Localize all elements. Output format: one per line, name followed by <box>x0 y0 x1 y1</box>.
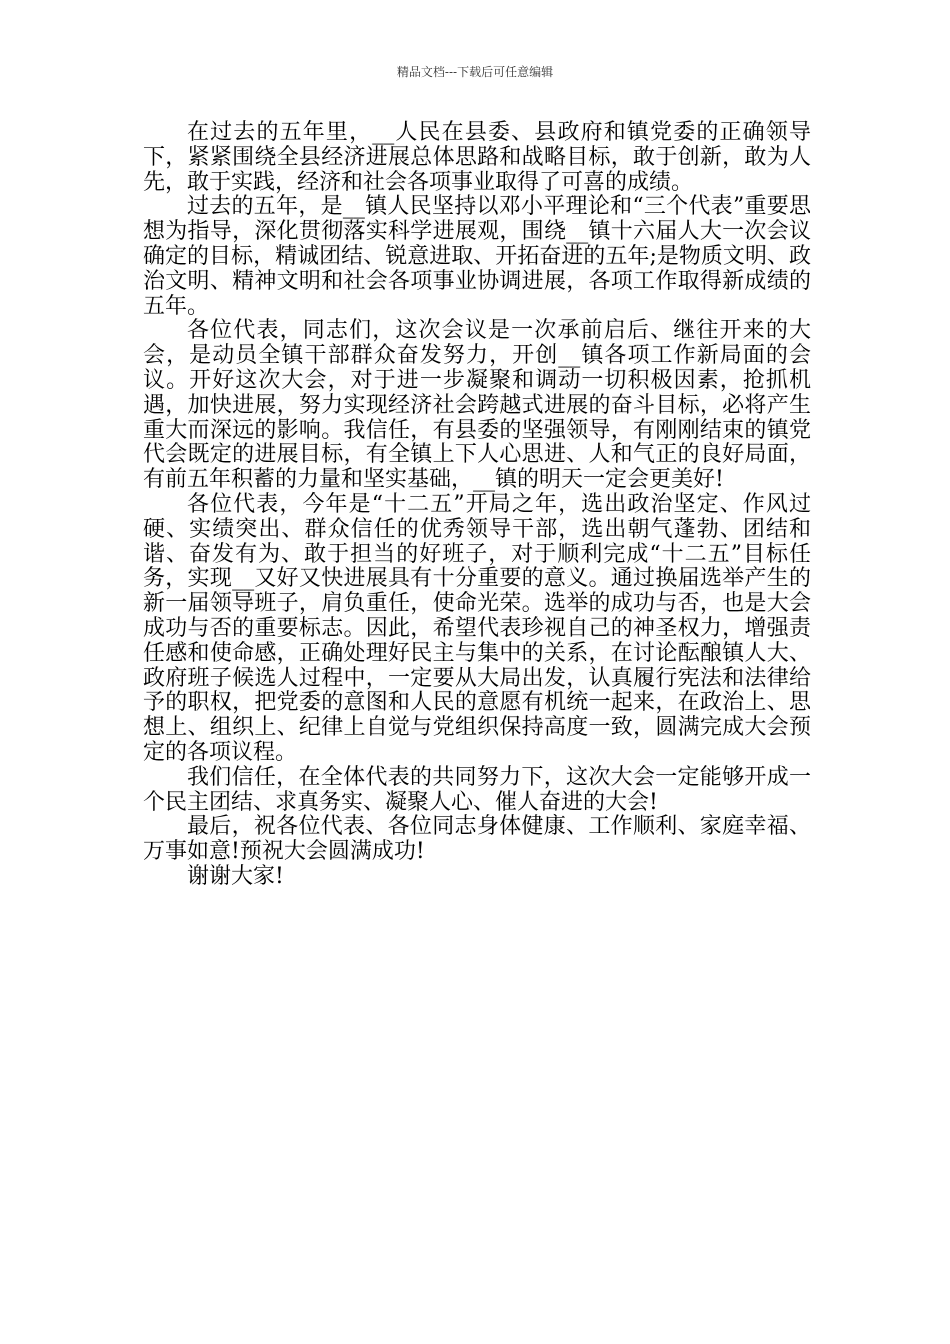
paragraph-5: 我们信任，在全体代表的共同努力下，这次大会一定能够开成一个民主团结、求真务实、凝聚人心、催人奋进的大会! <box>143 764 811 815</box>
paragraph-4: 各位代表，今年是“十二五”开局之年，选出政治坚定、作风过硬、实绩突出、群众信任的优秀领导干部，选出朝气蓬勃、团结和谐、奋发有为、敢于担当的好班子，对于顺利完成“十二五”目标任务，实现__又好又快进展具有十分重要的意义。通过换届选举产生的新一届领导班子，肩负重任，使命光荣。选举的成功与否，也是大会成功与否的重要标志。因此，希望代表珍视自己的神圣权力，增强责任感和使命感，正确处理好民主与集中的关系，在讨论酝酿镇人大、政府班子候选人过程中，一定要从大局出发，认真履行宪法和法律给予的职权，把党委的意图和人民的意愿有机统一起来，在政治上、思想上、组织上、纪律上自觉与党组织保持高度一致，圆满完成大会预定的各项议程。 <box>143 491 811 765</box>
paragraph-3: 各位代表，同志们，这次会议是一次承前启后、继往开来的大会，是动员全镇干部群众奋发努力，开创__镇各项工作新局面的会议。开好这次大会，对于进一步凝聚和调动一切积极因素，抢抓机遇，加快进展，努力实现经济社会跨越式进展的奋斗目标，必将产生重大而深远的影响。我信任，有县委的坚强领导，有刚刚结束的镇党代会既定的进展目标，有全镇上下人心思进、人和气正的良好局面，有前五年积蓄的力量和坚实基础，__镇的明天一定会更美好! <box>143 318 811 493</box>
paragraph-2: 过去的五年，是__镇人民坚持以邓小平理论和“三个代表”重要思想为指导，深化贯彻落实科学进展观，围绕__镇十六届人大一次会议确定的目标，精诚团结、锐意进取、开拓奋进的五年;是物质文明、政治文明、精神文明和社会各项事业协调进展，各项工作取得新成绩的五年。 <box>143 194 811 319</box>
document-body <box>143 121 811 890</box>
page-header: 精品文档---下载后可任意编辑 <box>396 65 554 79</box>
paragraph-1: 在过去的五年里，__人民在县委、县政府和镇党委的正确领导下，紧紧围绕全县经济进展总体思路和战略目标，敢于创新，敢为人先，敢于实践，经济和社会各项事业取得了可喜的成绩。 <box>143 120 811 195</box>
paragraph-7: 谢谢大家! <box>187 863 284 889</box>
paragraph-6: 最后，祝各位代表、各位同志身体健康、工作顺利、家庭幸福、万事如意!预祝大会圆满成功! <box>143 814 811 865</box>
